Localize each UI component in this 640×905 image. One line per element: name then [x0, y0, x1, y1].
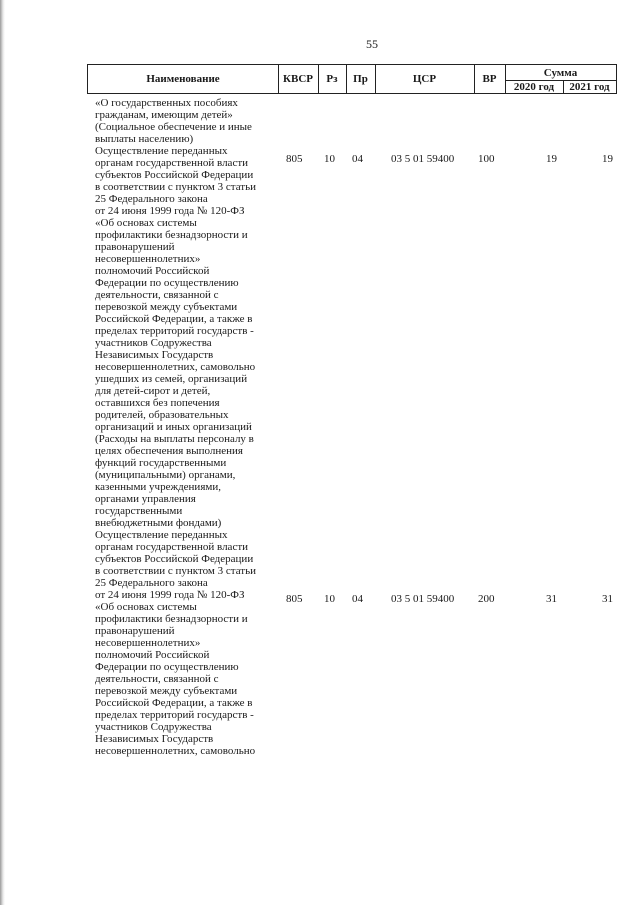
- name-line: профилактики безнадзорности и: [95, 613, 248, 625]
- header-2021: 2021 год: [569, 81, 610, 93]
- name-line: субъектов Российской Федерации: [95, 169, 254, 181]
- name-line: деятельности, связанной с: [95, 673, 219, 685]
- row-2-vr: 200: [478, 593, 495, 605]
- name-line: пределах территорий государств -: [95, 325, 254, 337]
- name-line: оставшихся без попечения: [95, 397, 220, 409]
- name-line: органами управления: [95, 493, 196, 505]
- header-rz: Рз: [326, 73, 338, 85]
- name-line: профилактики безнадзорности и: [95, 229, 248, 241]
- name-line: организаций и иных организаций: [95, 421, 252, 433]
- name-line: (Социальное обеспечение и иные: [95, 121, 252, 133]
- name-line: правонарушений: [95, 241, 175, 253]
- row-2-sum-2021: 31: [602, 593, 613, 605]
- name-line: несовершеннолетних, самовольно: [95, 745, 256, 757]
- name-line: гражданам, имеющим детей»: [95, 109, 233, 121]
- name-line: от 24 июня 1999 года № 120-ФЗ: [95, 205, 245, 217]
- name-line: перевозкой между субъектами: [95, 301, 238, 313]
- name-line: для детей-сирот и детей,: [95, 385, 211, 397]
- row-1-sum-2021: 19: [602, 153, 613, 165]
- row-1-kvsr: 805: [286, 153, 303, 165]
- header-kvsr: КВСР: [283, 73, 313, 85]
- name-line: в соответствии с пунктом 3 статьи: [95, 181, 256, 193]
- name-line: 25 Федерального закона: [95, 577, 208, 589]
- header-vr: ВР: [482, 73, 497, 85]
- name-line: Федерации по осуществлению: [95, 661, 239, 673]
- name-line: правонарушений: [95, 625, 175, 637]
- name-line: несовершеннолетних»: [95, 637, 201, 649]
- name-line: целях обеспечения выполнения: [95, 445, 243, 457]
- name-line: полномочий Российской: [95, 649, 210, 661]
- page-number: 55: [366, 37, 378, 51]
- name-line: перевозкой между субъектами: [95, 685, 238, 697]
- name-line: несовершеннолетних»: [95, 253, 201, 265]
- row-1-csr: 03 5 01 59400: [391, 153, 455, 165]
- row-1-vr: 100: [478, 153, 495, 165]
- name-line: функций государственными: [95, 457, 227, 469]
- header-name: Наименование: [146, 73, 220, 85]
- name-line: Осуществление переданных: [95, 145, 228, 157]
- row-2-pr: 04: [352, 593, 363, 605]
- name-line: от 24 июня 1999 года № 120-ФЗ: [95, 589, 245, 601]
- name-line: деятельности, связанной с: [95, 289, 219, 301]
- row-1-pr: 04: [352, 153, 363, 165]
- name-line: внебюджетными фондами): [95, 517, 222, 529]
- header-2020: 2020 год: [513, 81, 555, 93]
- name-line: государственными: [95, 505, 183, 517]
- name-line: органам государственной власти: [95, 157, 249, 169]
- scan-edge: [0, 0, 5, 905]
- row-2-sum-2020: 31: [546, 593, 557, 605]
- name-line: пределах территорий государств -: [95, 709, 254, 721]
- name-line: в соответствии с пунктом 3 статьи: [95, 565, 256, 577]
- name-line: родителей, образовательных: [95, 409, 229, 421]
- name-line: 25 Федерального закона: [95, 193, 208, 205]
- name-line: «Об основах системы: [95, 217, 197, 229]
- name-line: ушедших из семей, организаций: [95, 373, 248, 385]
- header-sum: Сумма: [543, 67, 578, 79]
- name-line: «О государственных пособиях: [95, 97, 238, 109]
- row-1-sum-2020: 19: [546, 153, 557, 165]
- row-2-csr: 03 5 01 59400: [391, 593, 455, 605]
- name-line: субъектов Российской Федерации: [95, 553, 254, 565]
- name-line: Федерации по осуществлению: [95, 277, 239, 289]
- row-2-kvsr: 805: [286, 593, 303, 605]
- table-header: [87, 64, 617, 94]
- name-line: Осуществление переданных: [95, 529, 228, 541]
- name-line: (Расходы на выплаты персоналу в: [95, 433, 254, 445]
- name-line: Независимых Государств: [95, 349, 214, 361]
- name-line: «Об основах системы: [95, 601, 197, 613]
- row-2-rz: 10: [324, 593, 335, 605]
- name-line: органам государственной власти: [95, 541, 249, 553]
- name-line: Российской Федерации, а также в: [95, 313, 253, 325]
- name-line: несовершеннолетних, самовольно: [95, 361, 256, 373]
- name-line: выплаты населению): [95, 133, 194, 145]
- name-column: [95, 97, 285, 757]
- name-line: полномочий Российской: [95, 265, 210, 277]
- name-line: Независимых Государств: [95, 733, 214, 745]
- name-line: (муниципальными) органами,: [95, 469, 236, 481]
- name-line: казенными учреждениями,: [95, 481, 221, 493]
- header-csr: ЦСР: [412, 73, 437, 85]
- name-line: участников Содружества: [95, 337, 212, 349]
- header-pr: Пр: [353, 73, 368, 85]
- name-line: Российской Федерации, а также в: [95, 697, 253, 709]
- row-1-rz: 10: [324, 153, 335, 165]
- name-line: участников Содружества: [95, 721, 212, 733]
